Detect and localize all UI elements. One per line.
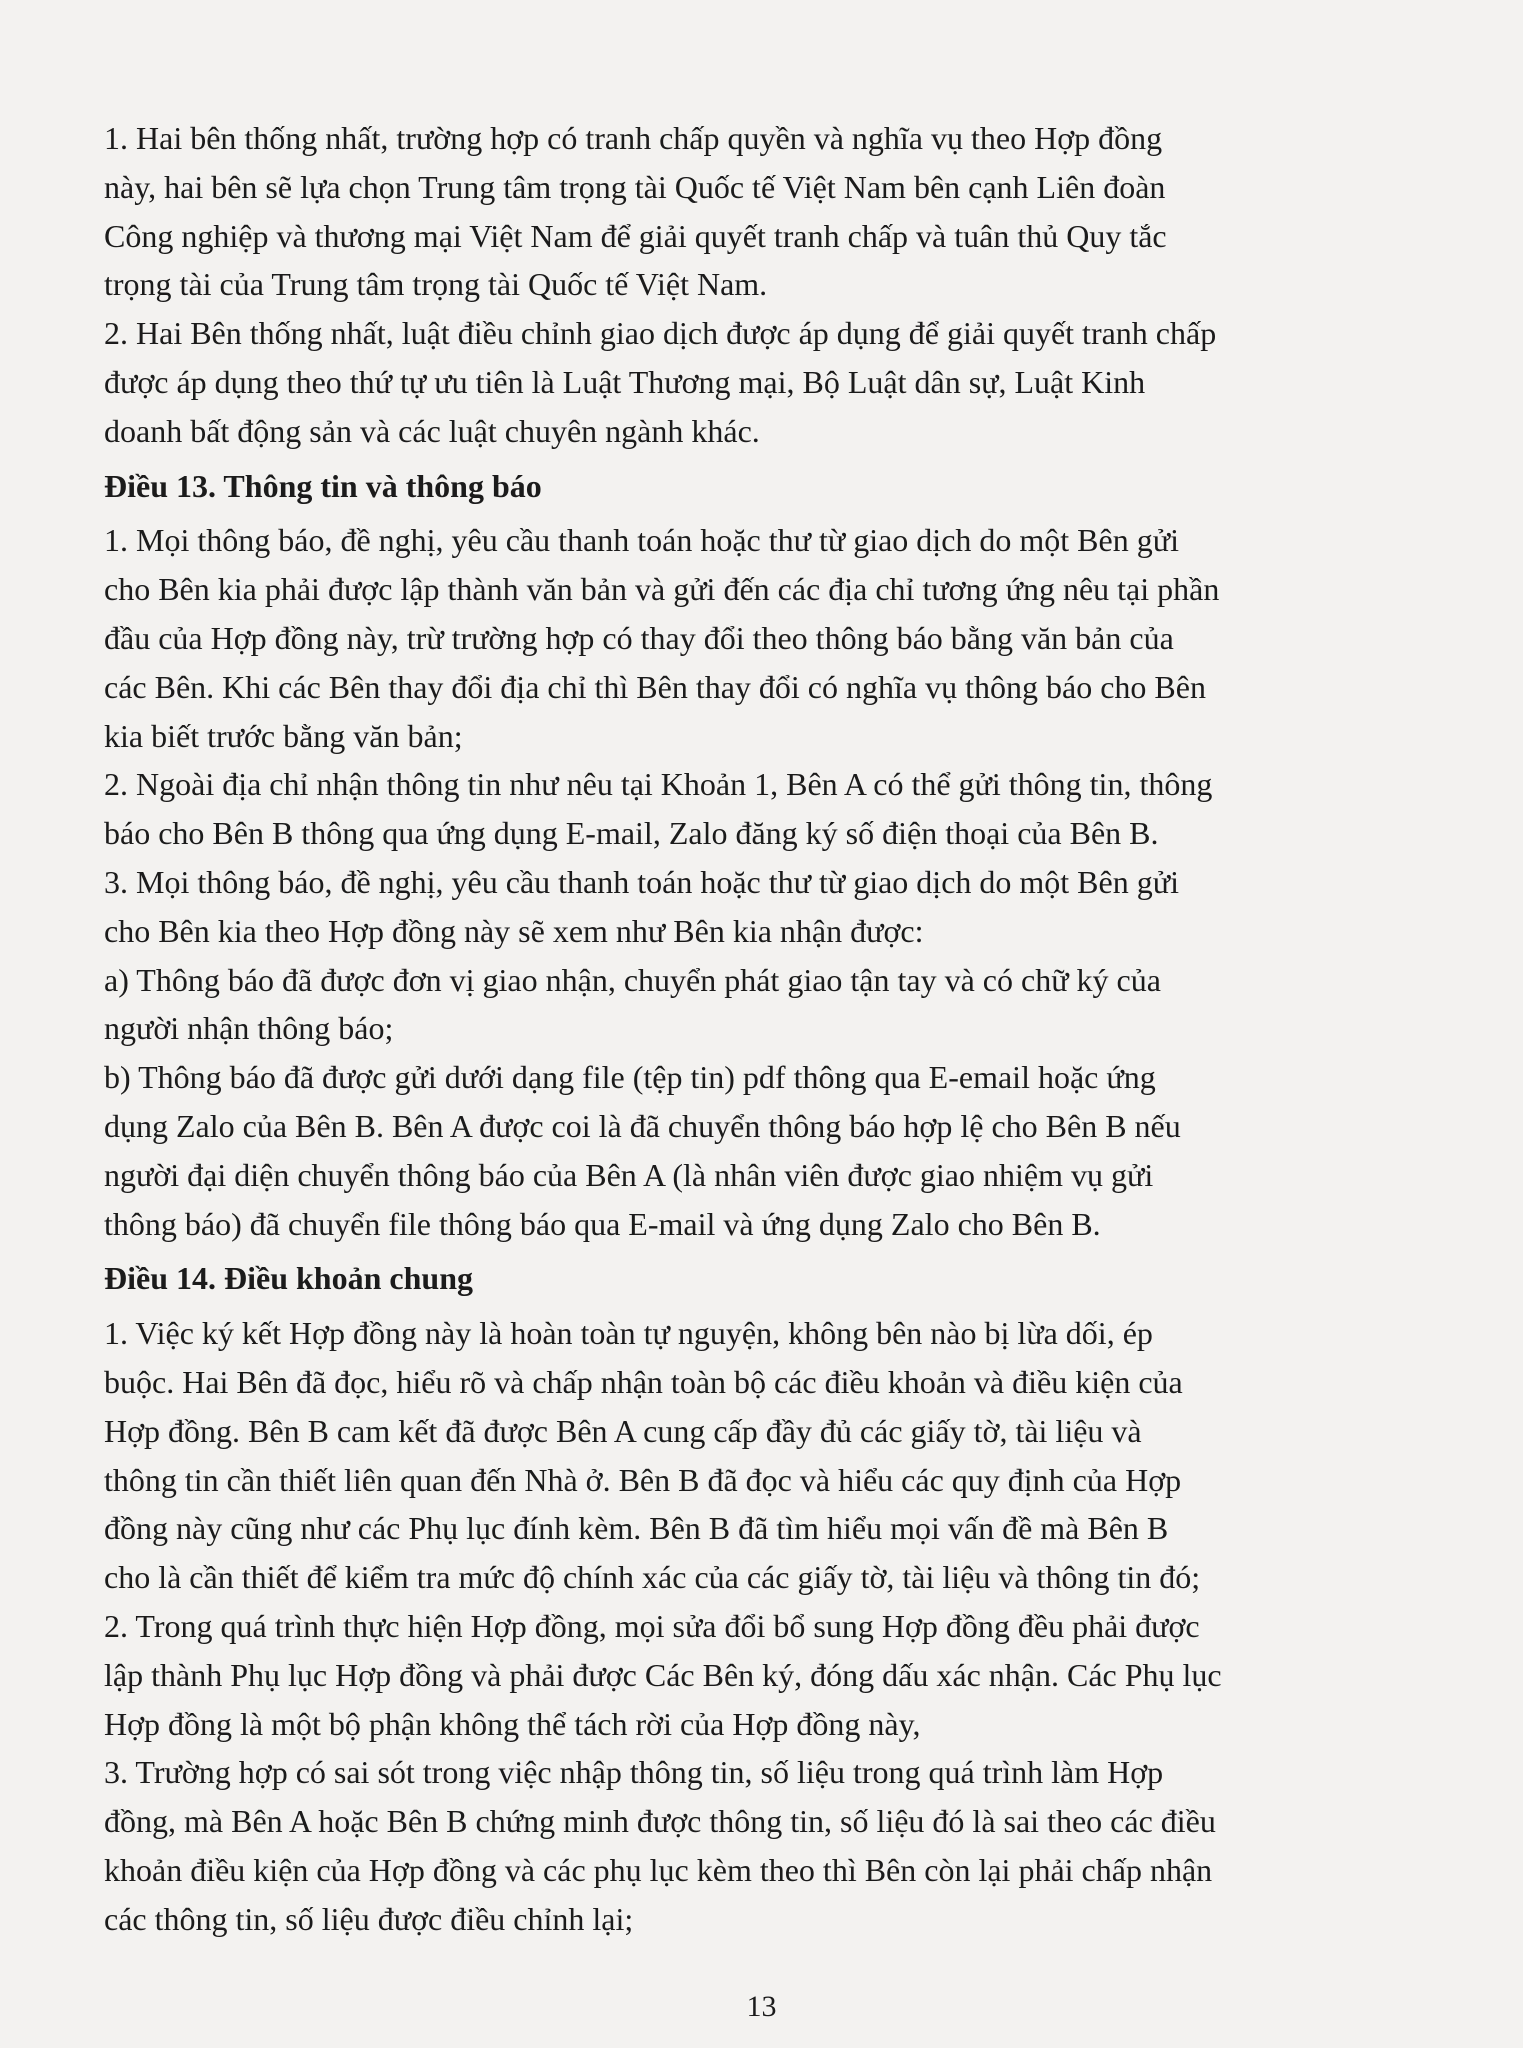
article-14-item-2: 2. Trong quá trình thực hiện Hợp đồng, mọi sửa đổi bổ sung Hợp đồng đều phải được lập thành Phụ lục Hợp đồng và phải được Các Bên ký, đóng dấu xác nhận. Các Phụ lục Hợp đồng là một bộ phận không thể tách rời của Hợp đồng này, (104, 1607, 1222, 1742)
article-13-item-1: 1. Mọi thông báo, đề nghị, yêu cầu thanh toán hoặc thư từ giao dịch do một Bên gửi cho Bên kia phải được lập thành văn bản và gửi đến các địa chỉ tương ứng nêu tại phần đầu của Hợp đồng này, trừ trường hợp có thay đổi theo thông báo bằng văn bản của các Bên. Khi các Bên thay đổi địa chỉ thì Bên thay đổi có nghĩa vụ thông báo cho Bên kia biết trước bằng văn bản; (104, 522, 1220, 754)
document-body (104, 114, 1444, 1943)
article-14-heading: Điều 14. Điều khoản chung (104, 1260, 473, 1297)
clause-12-item-1: 1. Hai bên thống nhất, trường hợp có tranh chấp quyền và nghĩa vụ theo Hợp đồng này, hai bên sẽ lựa chọn Trung tâm trọng tài Quốc tế Việt Nam bên cạnh Liên đoàn Công nghiệp và thương mại Việt Nam để giải quyết tranh chấp và tuân thủ Quy tắc trọng tài của Trung tâm trọng tài Quốc tế Việt Nam. (104, 120, 1167, 303)
article-14-item-1: 1. Việc ký kết Hợp đồng này là hoàn toàn tự nguyện, không bên nào bị lừa dối, ép buộc. Hai Bên đã đọc, hiểu rõ và chấp nhận toàn bộ các điều khoản và điều kiện của Hợp đồng. Bên B cam kết đã được Bên A cung cấp đầy đủ các giấy tờ, tài liệu và thông tin cần thiết liên quan đến Nhà ở. Bên B đã đọc và hiểu các quy định của Hợp đồng này cũng như các Phụ lục đính kèm. Bên B đã tìm hiểu mọi vấn đề mà Bên B cho là cần thiết để kiểm tra mức độ chính xác của các giấy tờ, tài liệu và thông tin đó; (104, 1315, 1201, 1596)
clause-12-item-2: 2. Hai Bên thống nhất, luật điều chỉnh giao dịch được áp dụng để giải quyết tranh chấp được áp dụng theo thứ tự ưu tiên là Luật Thương mại, Bộ Luật dân sự, Luật Kinh doanh bất động sản và các luật chuyên ngành khác. (104, 315, 1217, 449)
article-14-item-3: 3. Trường hợp có sai sót trong việc nhập thông tin, số liệu trong quá trình làm Hợp đồng, mà Bên A hoặc Bên B chứng minh được thông tin, số liệu đó là sai theo các điều khoản điều kiện của Hợp đồng và các phụ lục kèm theo thì Bên còn lại phải chấp nhận các thông tin, số liệu được điều chỉnh lại; (104, 1754, 1216, 1937)
article-13-item-3a: a) Thông báo đã được đơn vị giao nhận, chuyển phát giao tận tay và có chữ ký của người nhận thông báo; (104, 961, 1161, 1047)
page-number: 13 (746, 1990, 777, 2023)
article-13-item-3b: b) Thông báo đã được gửi dưới dạng file (tệp tin) pdf thông qua E-email hoặc ứng dụng Zalo của Bên B. Bên A được coi là đã chuyển thông báo hợp lệ cho Bên B nếu người đại diện chuyển thông báo của Bên A (là nhân viên được giao nhiệm vụ gửi thông báo) đã chuyển file thông báo qua E-mail và ứng dụng Zalo cho Bên B. (104, 1059, 1181, 1242)
article-13-item-2: 2. Ngoài địa chỉ nhận thông tin như nêu tại Khoản 1, Bên A có thể gửi thông tin, thông báo cho Bên B thông qua ứng dụng E-mail, Zalo đăng ký số điện thoại của Bên B. (104, 766, 1213, 852)
article-13-heading: Điều 13. Thông tin và thông báo (104, 467, 542, 504)
article-13-item-3: 3. Mọi thông báo, đề nghị, yêu cầu thanh toán hoặc thư từ giao dịch do một Bên gửi cho Bên kia theo Hợp đồng này sẽ xem như Bên kia nhận được: (104, 863, 1179, 949)
